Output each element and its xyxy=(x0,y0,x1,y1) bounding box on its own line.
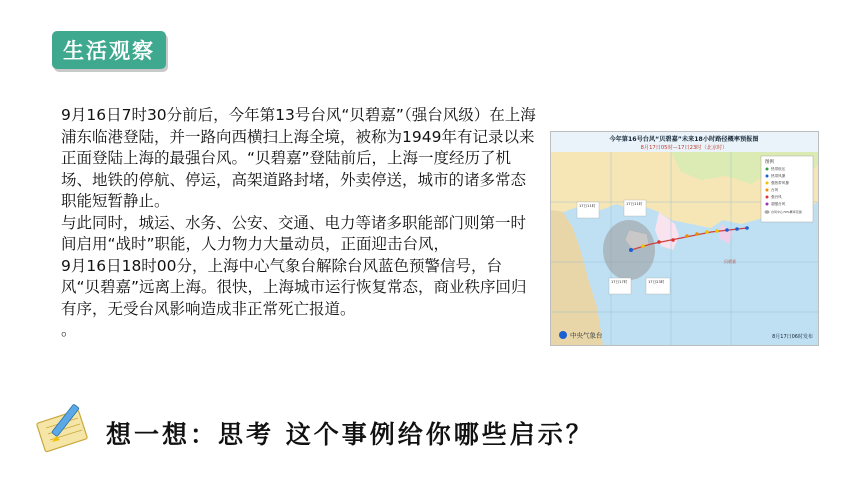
legend-item: 强热带风暴 xyxy=(771,181,789,186)
article-paragraph-4: 。 xyxy=(61,321,77,339)
callout-2: 17日11时 xyxy=(626,202,643,206)
map-title: 今年第16号台风“贝碧嘉”未来18小时路径概率预报图 xyxy=(609,136,759,143)
map-graphic xyxy=(551,132,818,345)
map-agency: 中央气象台 xyxy=(570,331,603,340)
land-west xyxy=(551,210,603,345)
typhoon-forecast-map xyxy=(550,131,819,346)
article-text xyxy=(61,105,539,342)
reflection-question: 想一想：思考 这个事例给你哪些启示？ xyxy=(106,420,594,449)
legend-item: 台风 xyxy=(771,188,779,193)
pencil-notebook-icon xyxy=(34,398,100,454)
legend-item: 热带低压 xyxy=(771,167,786,172)
legend-item: 强台风 xyxy=(771,195,782,200)
map-issued: 8月17日06时发布 xyxy=(772,334,813,340)
cma-logo-icon xyxy=(559,331,567,339)
map-subtitle: 8月17日05时—17日23时（北京时） xyxy=(640,145,728,151)
callout-3: 17日17时 xyxy=(611,280,628,284)
legend-item: 热带风暴 xyxy=(771,174,786,179)
legend-item: 超强台风 xyxy=(771,202,786,207)
callout-4: 17日23时 xyxy=(648,280,665,284)
callout-1: 17日11时 xyxy=(579,204,596,208)
storm-label: 贝碧嘉 xyxy=(724,259,736,264)
legend-title: 图例 xyxy=(765,160,774,165)
map-legend xyxy=(761,156,813,222)
article-paragraph-2: 与此同时，城运、水务、公安、交通、电力等诸多职能部门则第一时间启用“战时”职能，人力物力大量动员，正面迎击台风， xyxy=(61,213,527,253)
section-badge-label: 生活观察 xyxy=(63,39,155,63)
legend-item: 台风中心70%概率范围 xyxy=(771,210,802,215)
article-paragraph-3: 9月16日18时00分，上海中心气象台解除台风蓝色预警信号，台风“贝碧嘉”远离上海。很快，上海城市运行恢复常态，商业秩序回归有序，无受台风影响造成非正常死亡报道。 xyxy=(61,256,527,318)
article-paragraph-1: 9月16日7时30分前后，今年第13号台风“贝碧嘉”（强台风级）在上海浦东临港登陆，并一路向西横扫上海全境，被称为1949年有记录以来正面登陆上海的最强台风。“贝碧嘉”登陆前后，上海一度经历了机场、地铁的停航、停运，高架道路封堵，外卖停送，城市的诸多常态职能短暂静止。 xyxy=(61,106,536,210)
section-badge xyxy=(52,31,166,69)
